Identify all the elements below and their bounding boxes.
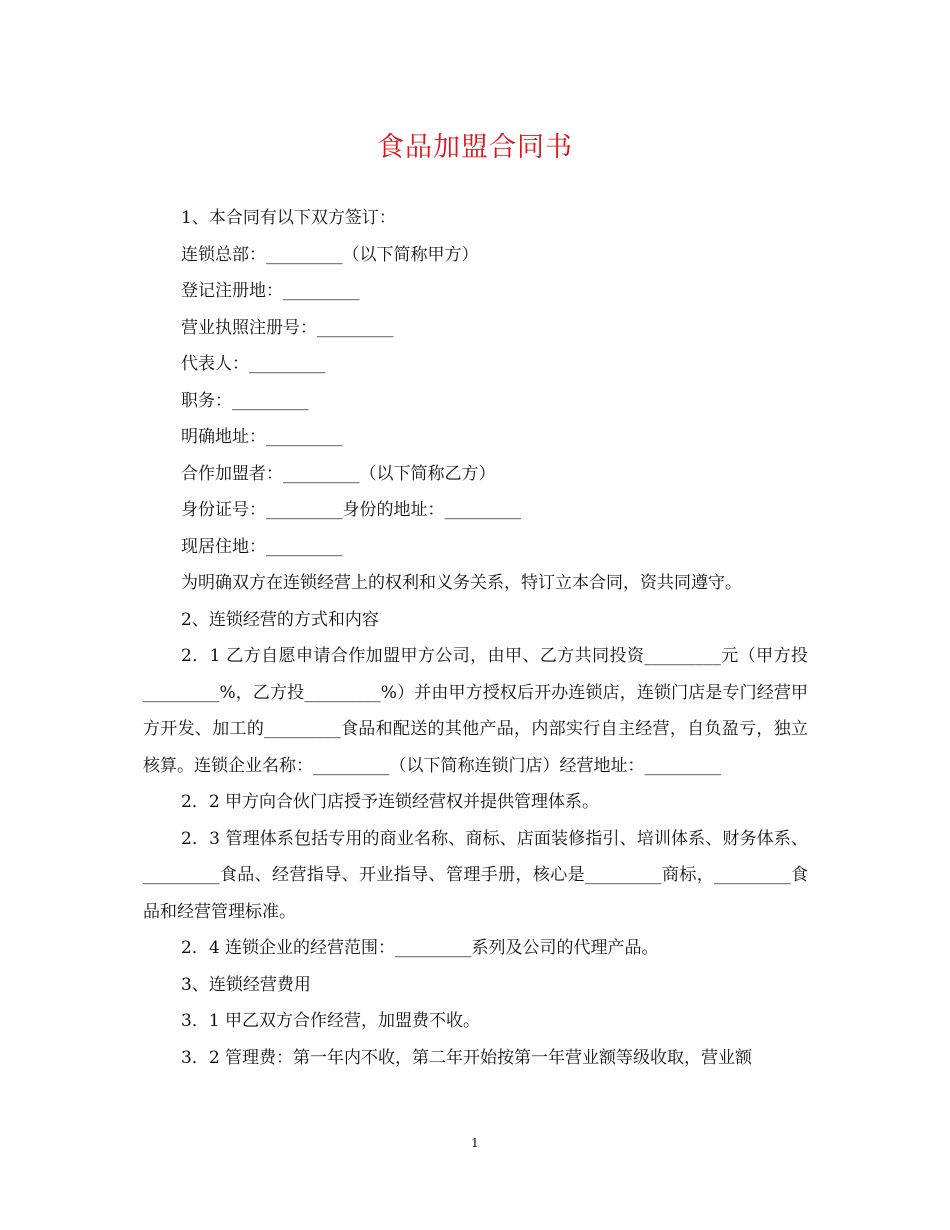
- section-heading: 3、连锁经营费用: [181, 974, 311, 995]
- paragraph: 2．1 乙方自愿申请合作加盟甲方公司，由甲、乙方共同投资_________元（甲方投_________%，乙方投_________%）并由甲方授权后开办连锁店，连锁门店是专门经营甲方开发、加工的_________食品和配送的其他产品，内部实行自主经营，自负盈亏，独立核算。连锁企业名称：_________（以下简称连锁门店）经营地址：_________: [143, 646, 808, 776]
- paragraph: 明确地址：_________: [181, 427, 343, 447]
- paragraph: 职务：_________: [181, 390, 309, 411]
- document-body: [143, 200, 808, 1076]
- paragraph: 2．4 连锁企业的经营范围：_________系列及公司的代理产品。: [181, 938, 659, 958]
- paragraph: 3．2 管理费：第一年内不收，第二年开始按第一年营业额等级收取，营业额: [181, 1047, 753, 1068]
- paragraph: 营业执照注册号：_________: [181, 317, 394, 338]
- paragraph: 现居住地：_________: [181, 536, 343, 557]
- paragraph: 1、本合同有以下双方签订：: [181, 208, 396, 228]
- paragraph: 合作加盟者：_________（以下简称乙方）: [181, 463, 496, 484]
- paragraph: 3．1 甲乙双方合作经营，加盟费不收。: [181, 1011, 481, 1031]
- paragraph: 连锁总部：_________（以下简称甲方）: [181, 244, 479, 265]
- paragraph: 2．3 管理体系包括专用的商业名称、商标、店面装修指引、培训体系、财务体系、_________食品、经营指导、开业指导、管理手册，核心是_________商标，_________食品和经营管理标准。: [143, 828, 808, 922]
- paragraph: 2．2 甲方向合伙门店授予连锁经营权并提供管理体系。: [181, 792, 600, 812]
- page-number: 1: [471, 1136, 479, 1150]
- document-title: 食品加盟合同书: [377, 132, 573, 163]
- paragraph: 身份证号：_________身份的地址：_________: [181, 500, 521, 520]
- section-heading: 2、连锁经营的方式和内容: [181, 609, 379, 630]
- paragraph: 为明确双方在连锁经营上的权利和义务关系，特订立本合同，资共同遵守。: [181, 573, 742, 593]
- paragraph: 代表人：_________: [181, 354, 326, 374]
- paragraph: 登记注册地：_________: [181, 281, 360, 301]
